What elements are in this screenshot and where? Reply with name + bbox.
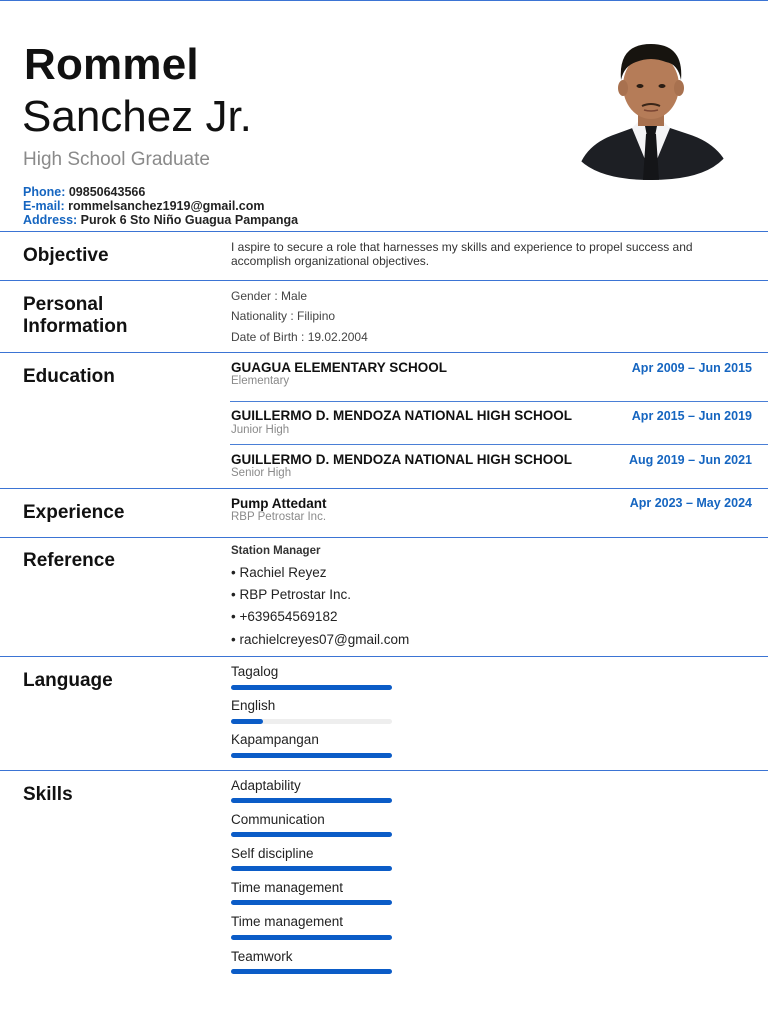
top-border bbox=[0, 0, 768, 1]
language-level-bar bbox=[231, 719, 392, 724]
email-value: rommelsanchez1919@gmail.com bbox=[68, 199, 265, 213]
phone-value: 09850643566 bbox=[68, 185, 146, 199]
skill-name: Adaptability bbox=[231, 778, 301, 793]
divider bbox=[0, 231, 768, 232]
skill-name: Communication bbox=[231, 812, 325, 827]
skill-level-fill bbox=[231, 832, 392, 837]
profile-photo bbox=[566, 34, 736, 180]
skill-level-fill bbox=[231, 866, 392, 871]
last-name: Sanchez Jr. bbox=[22, 92, 252, 141]
reference-title: Station Manager bbox=[231, 545, 321, 557]
education-level: Elementary bbox=[231, 375, 290, 387]
reference-item: • rachielcreyes07@gmail.com bbox=[231, 632, 410, 647]
gender: Gender : Male bbox=[231, 289, 308, 303]
skill-name: Time management bbox=[231, 880, 344, 895]
email-line bbox=[23, 199, 264, 213]
address-line bbox=[23, 213, 298, 227]
divider bbox=[0, 280, 768, 281]
job-title: High School Graduate bbox=[23, 149, 210, 170]
phone-label: Phone: bbox=[23, 185, 66, 199]
divider bbox=[0, 656, 768, 657]
language-name: English bbox=[231, 698, 276, 713]
phone-line bbox=[23, 185, 145, 199]
section-title-language: Language bbox=[23, 670, 113, 691]
reference-item: • Rachiel Reyez bbox=[231, 565, 327, 580]
education-school: GUILLERMO D. MENDOZA NATIONAL HIGH SCHOOL bbox=[231, 408, 572, 423]
section-title-education: Education bbox=[23, 366, 115, 387]
skill-level-fill bbox=[231, 935, 392, 940]
language-name: Kapampangan bbox=[231, 732, 319, 747]
skill-level-bar bbox=[231, 798, 392, 803]
skill-level-bar bbox=[231, 969, 392, 974]
language-level-bar bbox=[231, 753, 392, 758]
divider bbox=[0, 488, 768, 489]
education-dates: Apr 2015 – Jun 2019 bbox=[631, 409, 752, 423]
skill-level-fill bbox=[231, 900, 392, 905]
divider bbox=[0, 352, 768, 353]
education-dates: Apr 2009 – Jun 2015 bbox=[631, 361, 752, 375]
education-level: Junior High bbox=[231, 424, 290, 436]
language-level-fill bbox=[231, 719, 263, 724]
date-of-birth: Date of Birth : 19.02.2004 bbox=[231, 330, 368, 344]
skill-level-bar bbox=[231, 935, 392, 940]
language-level-fill bbox=[231, 753, 392, 758]
section-title-reference: Reference bbox=[23, 550, 115, 571]
education-level: Senior High bbox=[231, 467, 292, 479]
experience-company: RBP Petrostar Inc. bbox=[231, 511, 327, 523]
skill-level-bar bbox=[231, 866, 392, 871]
experience-position: Pump Attedant bbox=[231, 496, 327, 511]
objective-line-1: I aspire to secure a role that harnesses my skills and experience to propel success and bbox=[231, 240, 693, 254]
skill-level-bar bbox=[231, 832, 392, 837]
address-label: Address: bbox=[23, 213, 78, 227]
divider bbox=[0, 537, 768, 538]
education-school: GUILLERMO D. MENDOZA NATIONAL HIGH SCHOOL bbox=[231, 452, 572, 467]
first-name: Rommel bbox=[24, 40, 199, 89]
address-value: Purok 6 Sto Niño Guagua Pampanga bbox=[80, 213, 299, 227]
education-divider bbox=[230, 444, 768, 445]
skill-name: Self discipline bbox=[231, 846, 314, 861]
section-title-personal: Personal Information bbox=[23, 294, 128, 337]
experience-dates: Apr 2023 – May 2024 bbox=[629, 496, 752, 510]
skill-level-fill bbox=[231, 798, 392, 803]
reference-item: • +639654569182 bbox=[231, 609, 338, 624]
objective-line-2: accomplish organizational objectives. bbox=[231, 254, 430, 268]
skill-level-bar bbox=[231, 900, 392, 905]
education-school: GUAGUA ELEMENTARY SCHOOL bbox=[231, 360, 448, 375]
divider bbox=[0, 770, 768, 771]
section-title-skills: Skills bbox=[23, 784, 73, 805]
education-divider bbox=[230, 401, 768, 402]
email-label: E-mail: bbox=[23, 199, 65, 213]
section-title-objective: Objective bbox=[23, 245, 109, 266]
section-title-experience: Experience bbox=[23, 502, 125, 523]
reference-item: • RBP Petrostar Inc. bbox=[231, 587, 352, 602]
skill-name: Time management bbox=[231, 914, 344, 929]
language-level-bar bbox=[231, 685, 392, 690]
language-name: Tagalog bbox=[231, 664, 279, 679]
nationality: Nationality : Filipino bbox=[231, 309, 336, 323]
skill-name: Teamwork bbox=[231, 949, 293, 964]
education-dates: Aug 2019 – Jun 2021 bbox=[629, 453, 752, 467]
skill-level-fill bbox=[231, 969, 392, 974]
language-level-fill bbox=[231, 685, 392, 690]
